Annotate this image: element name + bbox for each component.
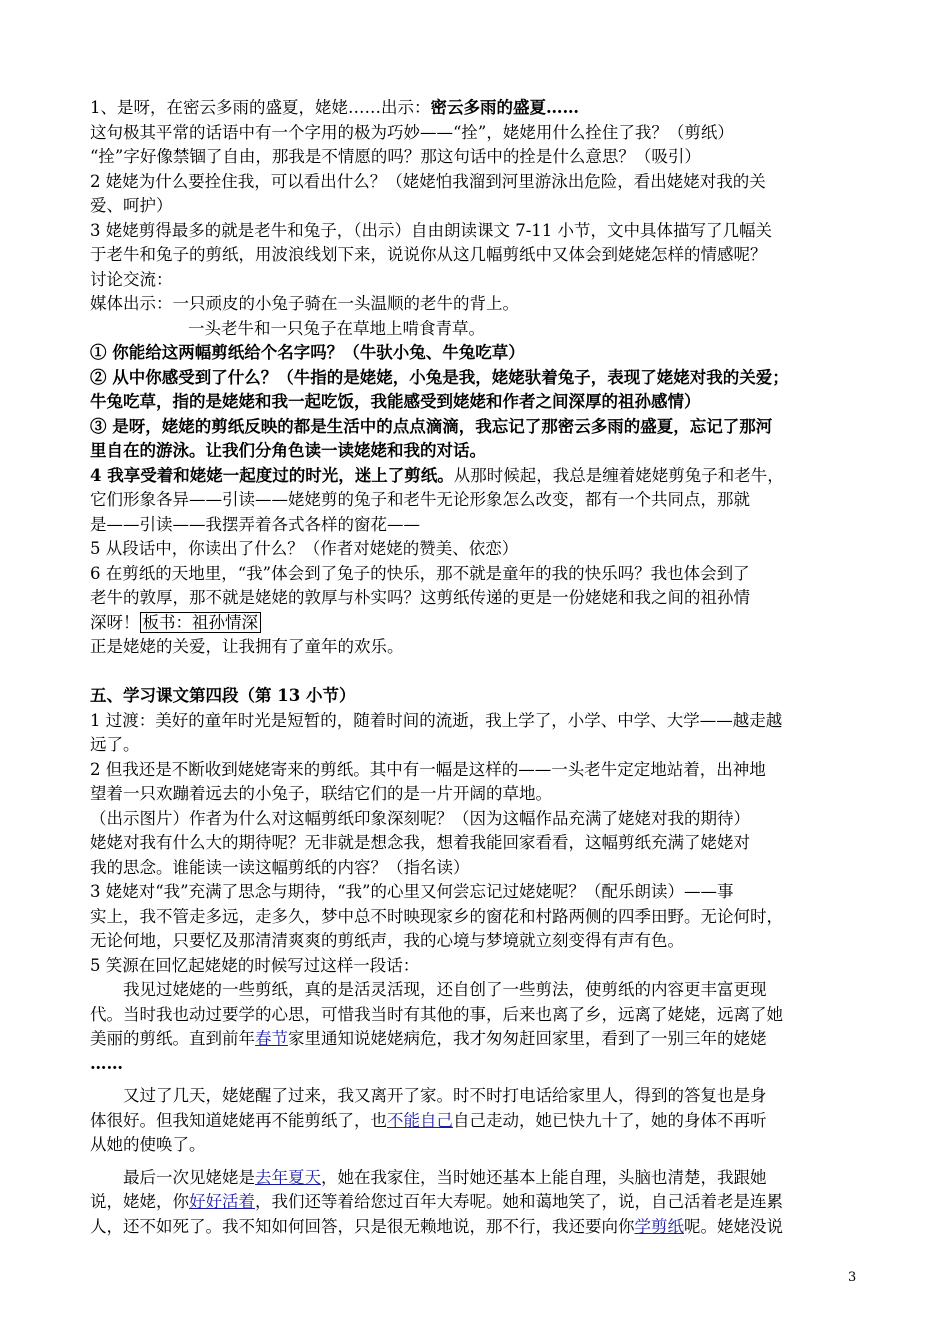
quote-line: 代。当时我也动过要学的心思，可惜我当时有其他的事，后来也离了乡，远离了姥姥，远离了她 — [90, 1004, 783, 1024]
link-last-summer[interactable]: 去年夏天 — [255, 1167, 321, 1187]
quote-line: …… — [90, 1053, 123, 1073]
quote-line: 说，姥姥，你好好活着，我们还等着给您过百年大寿呢。她和蔼地笑了，说，自己活着老是连累 — [90, 1192, 783, 1211]
quote-line: 从她的使唤了。 — [90, 1135, 206, 1154]
text-line: 3 姥姥对“我”充满了思念与期待，“我”的心里又何尝忘记过姥姥呢？（配乐朗读）——事 — [90, 882, 734, 901]
question-2-cont: 牛兔吃草，指的是姥姥和我一起吃饭，我能感受到姥姥和作者之间深厚的祖孙感情） — [90, 392, 701, 411]
section-heading: 五、学习课文第四段（第 13 小节） — [90, 686, 356, 705]
quote-line: 美丽的剪纸。直到前年春节家里通知说姥姥病危，我才匆匆赶回家里，看到了一别三年的姥姥 — [90, 1029, 767, 1048]
quote-line: 又过了几天，姥姥醒了过来，我又离开了家。时不时打电话给家里人，得到的答复也是身 — [123, 1086, 767, 1105]
question-1: ① 你能给这两幅剪纸给个名字吗？（牛驮小兔、牛兔吃草） — [90, 343, 525, 362]
quote-line: 我见过姥姥的一些剪纸，真的是活灵活现，还自创了一些剪法，使剪纸的内容更丰富更现 — [123, 980, 767, 999]
text-line: 老牛的敦厚，那不就是姥姥的敦厚与朴实吗？这剪纸传递的更是一份姥姥和我之间的祖孙情 — [90, 588, 750, 607]
page-number: 3 — [848, 1270, 857, 1285]
document-page — [90, 96, 870, 1239]
board-note: 板书：祖孙情深 — [140, 612, 262, 633]
link-cannot-self[interactable]: 不能自己 — [387, 1110, 453, 1130]
text-line: 爱、呵护） — [90, 196, 173, 215]
text-line: 1 过渡：美好的童年时光是短暂的，随着时间的流逝，我上学了，小学、中学、大学——越走越 — [90, 710, 783, 730]
question-2: ② 从中你感受到了什么？（牛指的是姥姥，小兔是我，姥姥驮着兔子，表现了姥姥对我的关爱； — [90, 367, 789, 387]
paragraph-1: 1、是呀，在密云多雨的盛夏，姥姥……出示：密云多雨的盛夏…… — [90, 98, 579, 117]
text-line: 5 从段话中，你读出了什么？（作者对姥姥的赞美、依恋） — [90, 539, 519, 558]
text-line: “拴”字好像禁锢了自由，那我是不情愿的吗？那这句话中的拴是什么意思？（吸引） — [90, 147, 701, 166]
text-line: 深呀！ 板书：祖孙情深 — [90, 611, 870, 636]
text-line: 望着一只欢蹦着远去的小兔子，联结它们的是一片开阔的草地。 — [90, 784, 552, 803]
question-3: ③ 是呀，姥姥的剪纸反映的都是生活中的点点滴滴，我忘记了那密云多雨的盛夏，忘记了那河 — [90, 416, 773, 436]
text-line: 正是姥姥的关爱，让我拥有了童年的欢乐。 — [90, 637, 404, 656]
media-line-2: 一头老牛和一只兔子在草地上啃食青草。 — [188, 318, 485, 338]
text-line: 讨论交流： — [90, 269, 173, 289]
text-line: 无论何地，只要忆及那清清爽爽的剪纸声，我的心境与梦境就立刻变得有声有色。 — [90, 931, 684, 950]
paragraph-4: 4 我享受着和姥姥一起度过的时光，迷上了剪纸。从那时候起，我总是缠着姥姥剪兔子和老牛， — [90, 465, 784, 485]
text-line: 2 但我还是不断收到姥姥寄来的剪纸。其中有一幅是这样的——一头老牛定定地站着，出神地 — [90, 759, 766, 779]
text-line: 它们形象各异——引读——姥姥剪的兔子和老牛无论形象怎么改变，都有一个共同点，那就 — [90, 490, 750, 509]
text-line: 2 姥姥为什么要拴住我，可以看出什么？（姥姥怕我溜到河里游泳出危险，看出姥姥对我的关 — [90, 171, 766, 191]
bold-text: 密云多雨的盛夏…… — [430, 98, 579, 117]
link-spring-festival[interactable]: 春节 — [255, 1029, 288, 1048]
text-line: 姥姥对我有什么大的期待呢？无非就是想念我，想着我能回家看看，这幅剪纸充满了姥姥对 — [90, 833, 750, 852]
text-line: 实上，我不管走多远，走多久，梦中总不时映现家乡的窗花和村路两侧的四季田野。无论何时， — [90, 906, 783, 926]
text-line: 6 在剪纸的天地里，“我”体会到了兔子的快乐，那不就是童年的我的快乐吗？我也体会到了 — [90, 563, 750, 583]
text-line: 我的思念。谁能读一读这幅剪纸的内容？（指名读） — [90, 857, 470, 877]
quote-line: 最后一次见姥姥是去年夏天，她在我家住，当时她还基本上能自理，头脑也清楚，我跟她 — [123, 1167, 767, 1187]
link-live-well[interactable]: 好好活着 — [189, 1192, 255, 1211]
text-line: 是——引读——我摆弄着各式各样的窗花—— — [90, 514, 420, 534]
link-learn-papercut[interactable]: 学剪纸 — [634, 1216, 684, 1236]
text-line: 5 笑源在回忆起姥姥的时候写过这样一段话： — [90, 955, 420, 975]
media-line-1: 媒体出示：一只顽皮的小兔子骑在一头温顺的老牛的背上。 — [90, 294, 519, 313]
text-line: 3 姥姥剪得最多的就是老牛和兔子，（出示）自由朗读课文 7-11 小节，文中具体描写了几幅关 — [90, 220, 773, 240]
text-line: （出示图片）作者为什么对这幅剪纸印象深刻呢？（因为这幅作品充满了姥姥对我的期待） — [90, 808, 750, 828]
question-3-cont: 里自在的游泳。让我们分角色读一读姥姥和我的对话。 — [90, 441, 486, 460]
quote-line: 体很好。但我知道姥姥再不能剪纸了，也不能自己自己走动，她已快九十了，她的身体不再听 — [90, 1110, 767, 1130]
text-line: 这句极其平常的话语中有一个字用的极为巧妙——“拴”，姥姥用什么拴住了我？（剪纸） — [90, 122, 734, 142]
text-line: 远了。 — [90, 735, 140, 754]
text-line: 于老牛和兔子的剪纸，用波浪线划下来，说说你从这几幅剪纸中又体会到姥姥怎样的情感呢？ — [90, 245, 767, 264]
quote-line: 人，还不如死了。我不知如何回答，只是很无赖地说，那不行，我还要向你学剪纸呢。姥姥没说 — [90, 1216, 783, 1236]
